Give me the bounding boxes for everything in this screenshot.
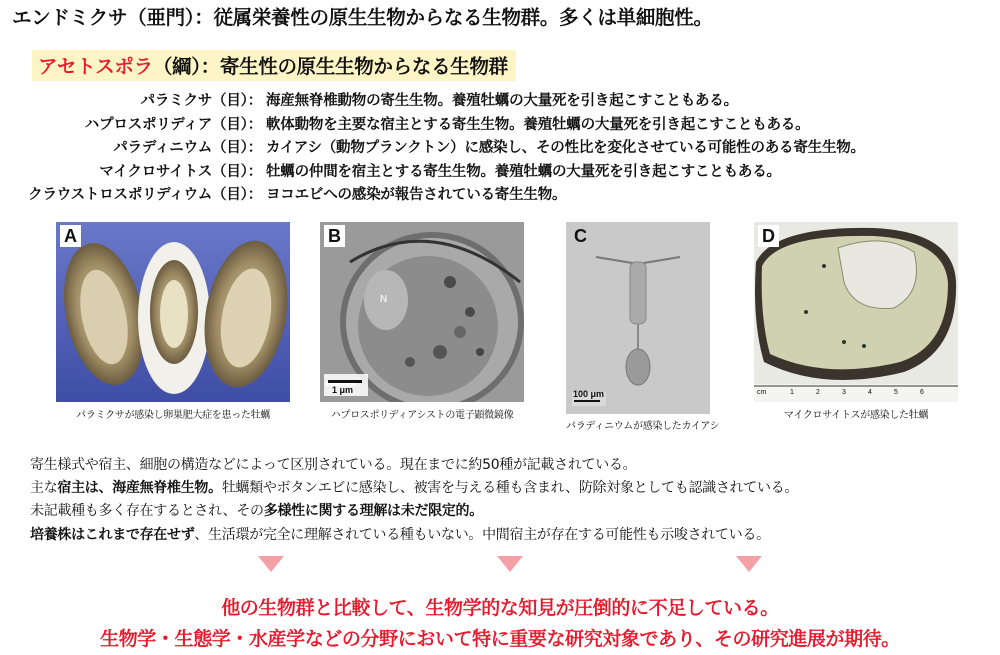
photo-b-figure	[320, 222, 524, 421]
photo-c-figure	[566, 222, 720, 432]
body-text: 未記載種も多く存在するとされ、その	[30, 503, 264, 520]
photo-b-caption: ハプロスポリディアシストの電子顕微鏡像	[330, 410, 514, 421]
oysters-image	[56, 222, 290, 402]
body-line-1: 寄生様式や宿主、細胞の構造などによって区別されている。現在までに約50種が記載されている。	[30, 457, 637, 473]
body-text: 主な	[30, 480, 58, 497]
order-name: ハプロスポリディア（目）：	[84, 116, 262, 133]
photo-b-letter: B	[324, 225, 345, 247]
order-description: カイアシ（動物プランクトン）に感染し、その性比を変化させている可能性のある寄生生物。	[266, 140, 865, 157]
ruler-tick: 3	[842, 389, 846, 396]
order-name: クラウストロスポリディウム（目）：	[28, 187, 262, 204]
body-bold-text: 多様性に関する理解は未だ限定的。	[263, 503, 483, 520]
order-name: パラディニウム（目）：	[113, 140, 262, 157]
body-bold-text: 宿主は、海産無脊椎生物。	[57, 480, 222, 497]
ruler-tick: 4	[868, 389, 872, 396]
order-description: 海産無脊椎動物の寄生生物。養殖牡蠣の大量死を引き起こすこともある。	[266, 93, 738, 110]
order-description: 牡蠣の仲間を宿主とする寄生生物。養殖牡蠣の大量死を引き起こすこともある。	[266, 163, 781, 180]
order-name: マイクロサイトス（目）：	[99, 163, 262, 180]
photo-c-scale-bar: 100 μm	[573, 389, 605, 399]
photo-d-figure	[754, 222, 958, 421]
ruler-tick: 1	[790, 389, 794, 396]
order-row	[0, 112, 1000, 136]
photo-d-infected-oyster	[754, 222, 958, 402]
photo-c-caption: パラディニウムが感染したカイアシ	[566, 421, 720, 432]
photo-b-nucleus-label: N	[380, 294, 388, 305]
copepod-image	[566, 222, 710, 414]
body-line-4	[30, 524, 990, 547]
photo-a-infected-oysters	[56, 222, 290, 402]
body-paragraph	[30, 454, 990, 547]
oyster-image	[754, 222, 958, 402]
conclusion-line-1: 他の生物群と比較して、生物学的な知見が圧倒的に不足している。	[221, 597, 779, 619]
conclusion-line-2: 生物学・生態学・水産学などの分野において特に重要な研究対象であり、その研究進展が期待。	[100, 628, 900, 650]
photo-c-copepod	[566, 222, 710, 414]
order-row	[0, 88, 1000, 112]
class-heading	[32, 50, 516, 81]
photo-b-electron-micrograph	[320, 222, 524, 402]
photo-a-letter: A	[60, 225, 81, 247]
down-arrow-icon	[497, 556, 523, 572]
down-arrow-icon	[736, 556, 762, 572]
ruler-tick: 5	[894, 389, 898, 396]
ruler-tick: 6	[920, 389, 924, 396]
order-description: ヨコエビへの感染が報告されている寄生生物。	[266, 187, 567, 204]
photo-a-caption: パラミクサが感染し卵巣肥大症を患った牡蠣	[76, 410, 270, 421]
order-row	[0, 159, 1000, 183]
class-description: （綱）：寄生性の原生生物からなる生物群	[152, 55, 508, 78]
body-text: 牡蠣類やボタンエビに感染し、被害を与える種も含まれ、防除対象としても認識されている。	[221, 480, 799, 497]
order-row	[0, 135, 1000, 159]
body-line-3	[30, 500, 990, 523]
photo-c-letter: C	[574, 226, 587, 246]
class-name: アセトスポラ	[38, 55, 153, 78]
ruler-tick: 2	[816, 389, 820, 396]
photo-d-letter: D	[758, 225, 779, 247]
photo-b-scale-bar: 1 μm	[332, 385, 354, 395]
micrograph-image	[320, 222, 524, 402]
body-text: 、生活環が完全に理解されている種もいない。中間宿主が存在する可能性も示唆されている。	[194, 526, 770, 543]
photo-panel	[0, 222, 1000, 440]
order-description: 軟体動物を主要な宿主とする寄生生物。養殖牡蠣の大量死を引き起こすこともある。	[266, 116, 810, 133]
order-list	[0, 88, 1000, 206]
ruler-unit: cm	[757, 389, 767, 396]
photo-d-caption: マイクロサイトスが感染した牡蠣	[783, 410, 929, 421]
order-row	[0, 182, 1000, 206]
body-bold-text: 培養株はこれまで存在せず	[30, 526, 195, 543]
photo-a-figure	[56, 222, 290, 421]
body-line-2	[30, 477, 990, 500]
phylum-heading: エンドミクサ（亜門）：従属栄養性の原生生物からなる生物群。多くは単細胞性。	[12, 6, 713, 29]
order-name: パラミクサ（目）：	[140, 93, 262, 110]
down-arrow-icon	[258, 556, 284, 572]
